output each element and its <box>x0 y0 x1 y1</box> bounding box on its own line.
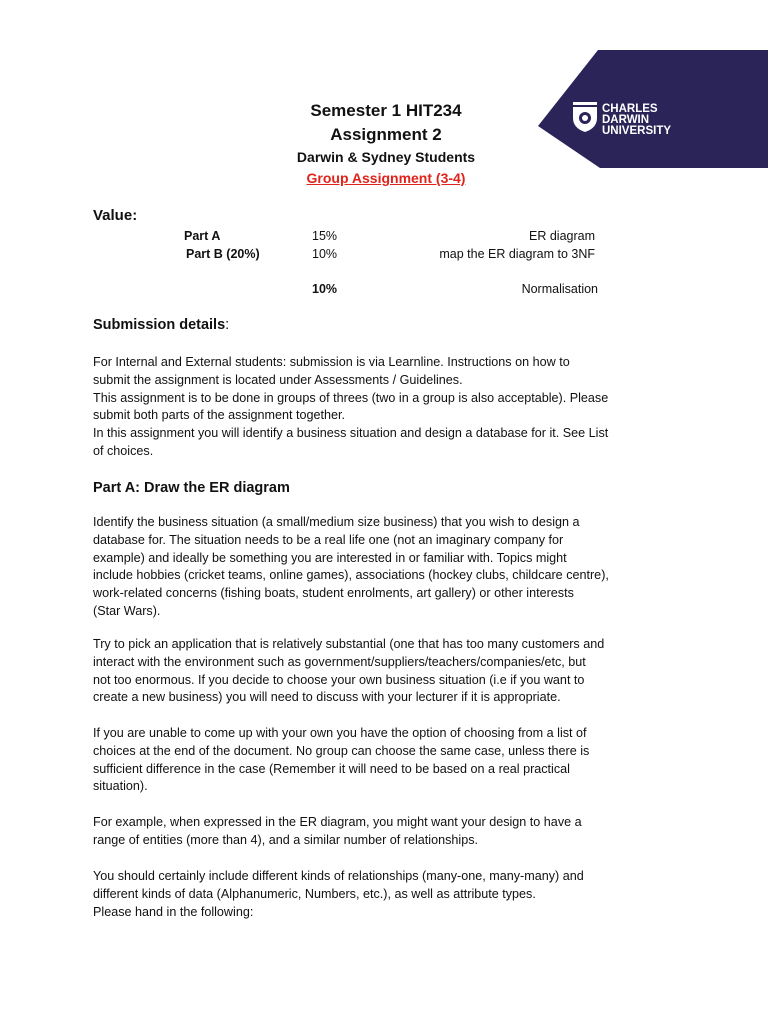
text-line: example) and ideally be something you are interested in or familiar with. Topics might <box>93 550 567 565</box>
text-line: not too enormous. If you decide to choose your own business situation (i.e if you want to <box>93 672 585 687</box>
logo-line1: CHARLES <box>602 103 658 115</box>
text-line: of choices. <box>93 443 154 458</box>
part-a-paragraph-5 <box>93 868 678 921</box>
text-line: (Star Wars). <box>93 603 161 618</box>
value-description: map the ER diagram to 3NF <box>439 247 595 261</box>
value-percent: 10% <box>312 282 338 296</box>
group-assignment-text: Group Assignment (3-4) <box>306 170 466 186</box>
text-line: You should certainly include different kinds of relationships (many-one, many-many) and <box>93 869 584 883</box>
assignment-title: Assignment 2 <box>330 125 442 144</box>
text-line: submit the assignment is located under Assessments / Guidelines. <box>93 372 463 387</box>
part-a-paragraph-1 <box>93 514 678 621</box>
text-line: interact with the environment such as government/suppliers/teachers/companies/etc, but <box>93 654 586 669</box>
text-line: submit both parts of the assignment together. <box>93 408 346 423</box>
value-description: ER diagram <box>529 229 595 243</box>
text-line: database for. The situation needs to be a real life one (not an imaginary company for <box>93 532 564 547</box>
part-a-heading: Part A: Draw the ER diagram <box>93 480 290 496</box>
value-percent: 10% <box>312 247 338 261</box>
text-line: create a new business) you will need to discuss with your lecturer if it is appropriate. <box>93 690 561 705</box>
value-description: Normalisation <box>521 282 598 296</box>
text-line: Identify the business situation (a small/medium size business) that you wish to design a <box>93 515 580 529</box>
text-line: For example, when expressed in the ER diagram, you might want your design to have a <box>93 815 582 829</box>
value-percent: 15% <box>312 229 338 243</box>
text-line: For Internal and External students: submission is via Learnline. Instructions on how to <box>93 355 570 369</box>
students-subtitle: Darwin & Sydney Students <box>296 149 476 165</box>
group-assignment-label <box>0 170 768 186</box>
submission-heading-colon: : <box>225 317 230 333</box>
value-row <box>0 247 768 265</box>
part-a-paragraph-2 <box>93 636 678 707</box>
part-a-paragraph-4 <box>93 814 678 850</box>
text-line: choices at the end of the document. No group can choose the same case, unless there is <box>93 743 590 758</box>
text-line: sufficient difference in the case (Remember it will need to be based on a real practical <box>93 761 570 776</box>
text-line: If you are unable to come up with your own you have the option of choosing from a list of <box>93 726 587 740</box>
submission-heading-text: Submission details <box>93 317 226 333</box>
text-line: In this assignment you will identify a business situation and design a database for it. See List <box>93 426 609 441</box>
submission-heading <box>93 317 229 333</box>
text-line: Please hand in the following: <box>93 904 254 919</box>
value-row <box>0 229 768 247</box>
text-line: situation). <box>93 779 148 794</box>
text-line: range of entities (more than 4), and a similar number of relationships. <box>93 832 479 847</box>
value-heading: Value: <box>93 207 138 224</box>
part-a-paragraph-3 <box>93 725 678 796</box>
logo-line3: UNIVERSITY <box>602 125 672 137</box>
value-part-name: Part B (20%) <box>186 247 260 261</box>
value-part-name: Part A <box>184 229 221 243</box>
logo-line2: DARWIN <box>602 114 650 126</box>
text-line: Try to pick an application that is relatively substantial (one that has too many customers and <box>93 637 605 651</box>
text-line: different kinds of data (Alphanumeric, Numbers, etc.), as well as attribute types. <box>93 886 536 901</box>
text-line: This assignment is to be done in groups of threes (two in a group is also acceptable). Please <box>93 390 609 405</box>
text-line: work-related concerns (fishing boats, student enrolments, art gallery) or other interests <box>93 586 574 601</box>
text-line: include hobbies (cricket teams, online games), associations (hockey clubs, childcare centre), <box>93 568 609 583</box>
submission-paragraph <box>93 354 678 461</box>
value-row <box>0 282 768 300</box>
semester-title: Semester 1 HIT234 <box>310 101 462 120</box>
